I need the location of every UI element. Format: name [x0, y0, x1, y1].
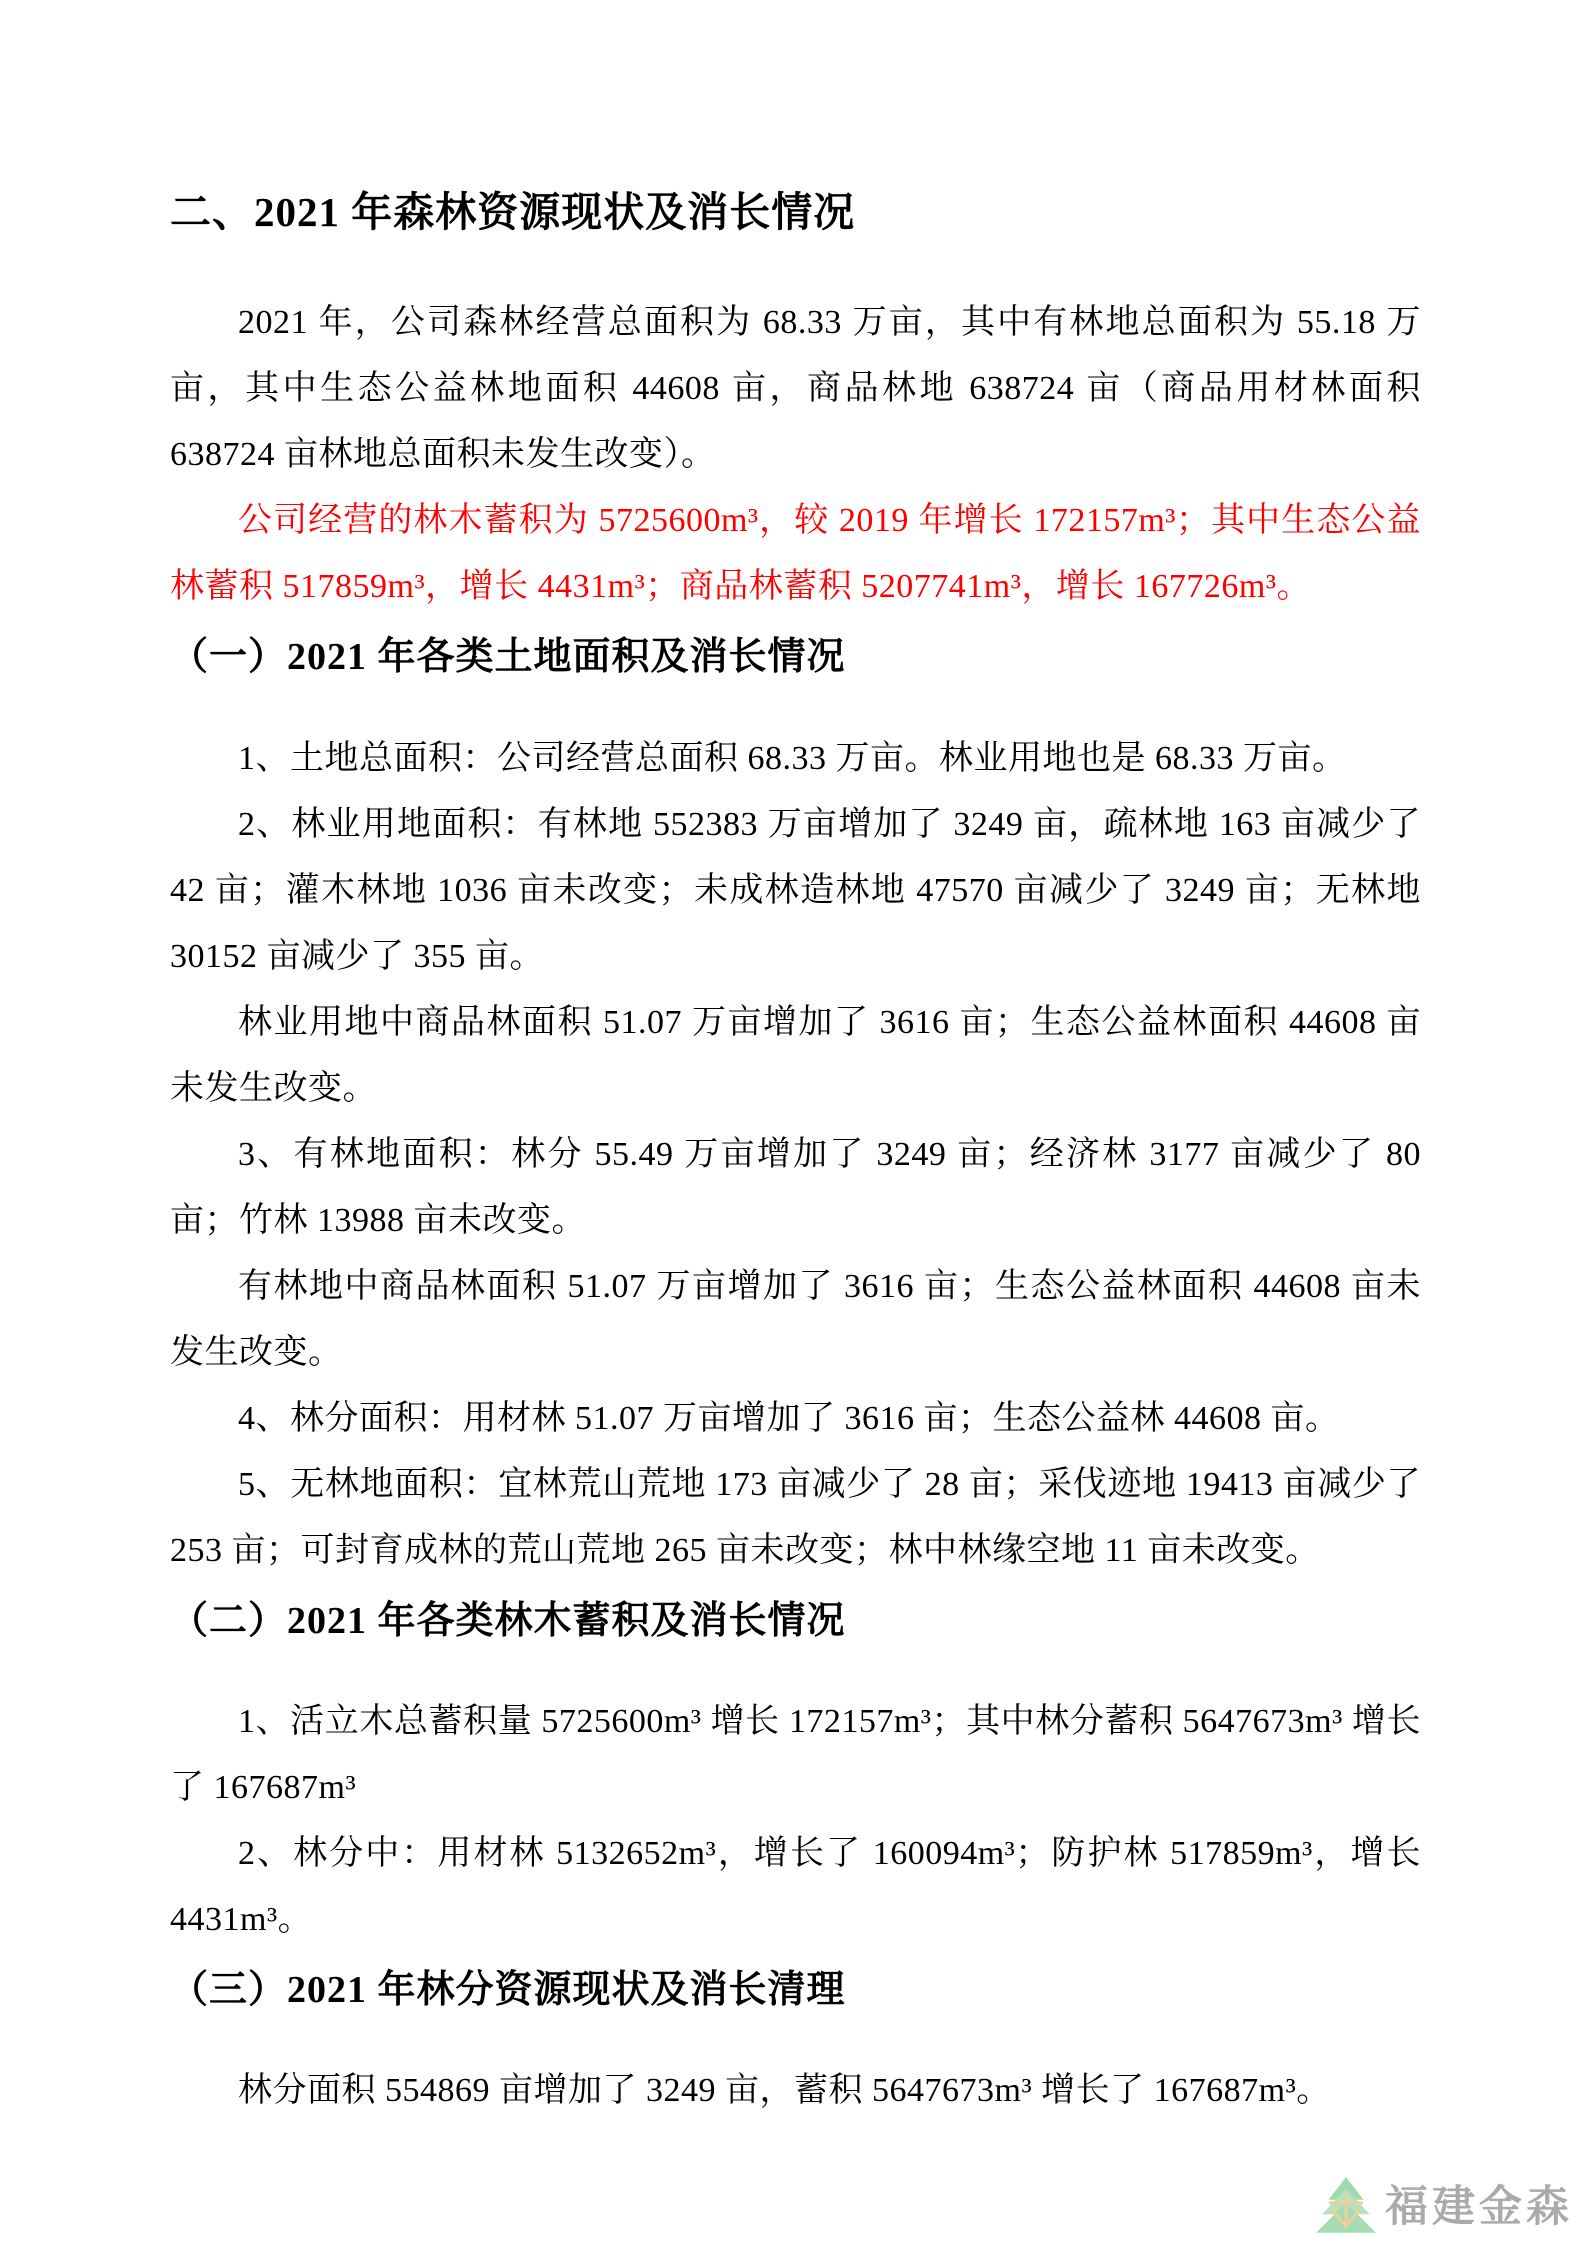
item-stand-area: 4、林分面积：用材林 51.07 万亩增加了 3616 亩；生态公益林 44608 亩。	[238, 1399, 1340, 1437]
section-heading-land: （一）2021 年各类土地面积及消长情况	[170, 636, 846, 679]
paragraph-stock-highlight: 公司经营的林木蓄积为 5725600m³，较 2019 年增长 172157m³；其中生态公益林蓄积 517859m³，增长 4431m³；商品林蓄积 5207741m³，增长 167726m³。	[170, 502, 1421, 606]
section-heading-stock: （二）2021 年各类林木蓄积及消长情况	[170, 1599, 846, 1642]
page-title: 二、2021 年森林资源现状及消长情况	[170, 189, 856, 235]
section-heading-stand-resource: （三）2021 年林分资源现状及消长清理	[170, 1968, 846, 2011]
paragraph-final: 林分面积 554869 亩增加了 3249 亩，蓄积 5647673m³ 增长了 167687m³。	[238, 2071, 1331, 2109]
company-logo-text: 福建金森	[1385, 2182, 1573, 2231]
company-logo	[1313, 2175, 1573, 2239]
paragraph-overview: 2021 年，公司森林经营总面积为 68.33 万亩，其中有林地总面积为 55.18 万亩，其中生态公益林地面积 44608 亩，商品林地 638724 亩（商品用材林面积 638724 亩林地总面积未发生改变）。	[170, 304, 1421, 474]
item-land-total: 1、土地总面积：公司经营总面积 68.33 万亩。林业用地也是 68.33 万亩。	[238, 739, 1347, 777]
item-standing-stock: 1、活立木总蓄积量 5725600m³ 增长 172157m³；其中林分蓄积 5647673m³ 增长了 167687m³	[170, 1702, 1421, 1806]
item-forested-area: 3、有林地面积：林分 55.49 万亩增加了 3249 亩；经济林 3177 亩减少了 80 亩；竹林 13988 亩未改变。	[170, 1135, 1421, 1239]
paragraph-forested-commercial: 有林地中商品林面积 51.07 万亩增加了 3616 亩；生态公益林面积 44608 亩未发生改变。	[170, 1267, 1421, 1371]
paragraph-forestry-commercial: 林业用地中商品林面积 51.07 万亩增加了 3616 亩；生态公益林面积 44608 亩未发生改变。	[170, 1003, 1421, 1107]
item-stand-stock: 2、林分中：用材林 5132652m³，增长了 160094m³；防护林 517859m³，增长 4431m³。	[170, 1834, 1421, 1938]
tree-logo-icon	[1313, 2175, 1379, 2239]
item-forestry-land: 2、林业用地面积：有林地 552383 万亩增加了 3249 亩，疏林地 163 亩减少了 42 亩；灌木林地 1036 亩未改变；未成林造林地 47570 亩减少了 3249 亩；无林地 30152 亩减少了 355 亩。	[170, 805, 1421, 975]
item-nonforest-area: 5、无林地面积：宜林荒山荒地 173 亩减少了 28 亩；采伐迹地 19413 亩减少了 253 亩；可封育成林的荒山荒地 265 亩未改变；林中林缘空地 11 亩未改变。	[170, 1465, 1421, 1569]
